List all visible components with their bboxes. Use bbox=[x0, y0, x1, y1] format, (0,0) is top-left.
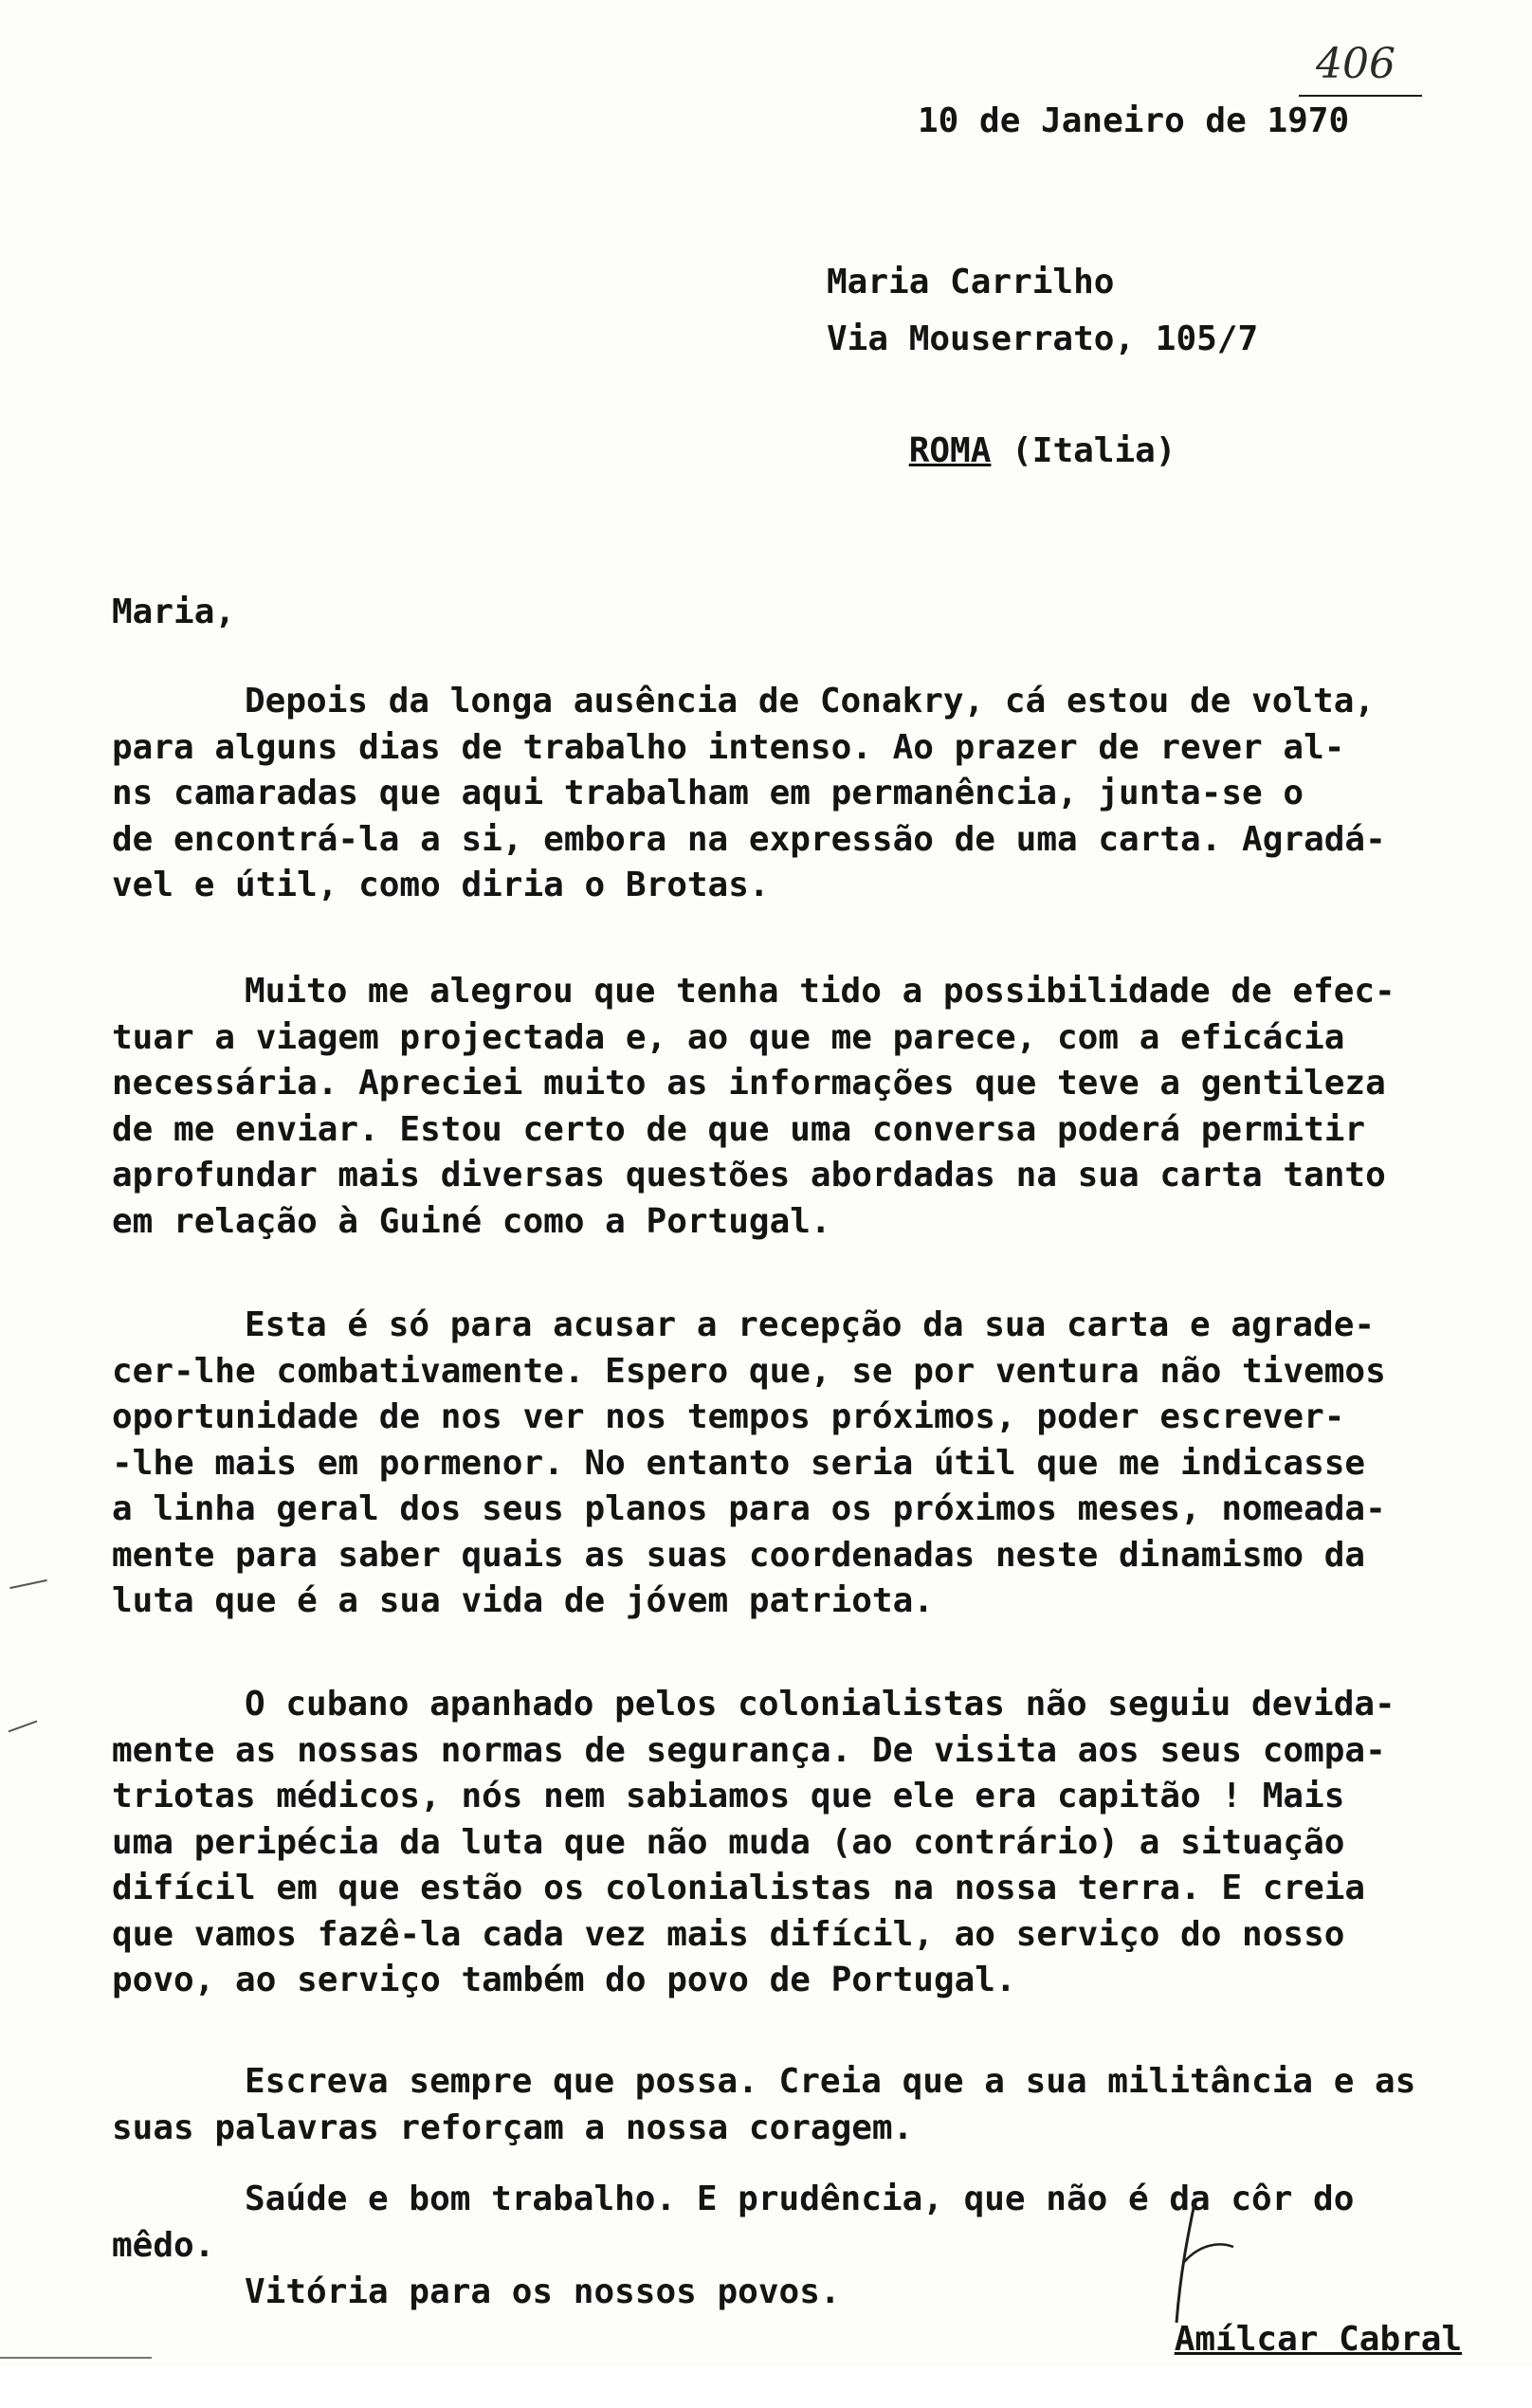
paragraph-line: suas palavras reforçam a nossa coragem. bbox=[112, 2107, 914, 2147]
paragraph-line: luta que é a sua vida de jóvem patriota. bbox=[112, 1581, 934, 1620]
paragraph-line: tuar a viagem projectada e, ao que me parece, com a eficácia bbox=[112, 1017, 1345, 1057]
paragraph-line: em relação à Guiné como a Portugal. bbox=[112, 1201, 831, 1241]
scan-speck bbox=[0, 2357, 152, 2359]
paragraph-line: Esta é só para acusar a recepção da sua carta e agrade- bbox=[245, 1305, 1376, 1344]
paragraph-line: vel e útil, como diria o Brotas. bbox=[112, 866, 770, 904]
paragraph-line: Depois da longa ausência de Conakry, cá estou de volta, bbox=[245, 682, 1376, 721]
paragraph-line: aprofundar mais diversas questões abordadas na sua carta tanto bbox=[112, 1156, 1386, 1195]
paragraph-line: cer-lhe combativamente. Espero que, se por ventura não tivemos bbox=[112, 1351, 1386, 1391]
paragraph-1 bbox=[112, 679, 1496, 909]
paragraph-line: ns camaradas que aqui trabalham em permanência, junta-se o bbox=[112, 774, 1304, 812]
paragraph-line: oportunidade de nos ver nos tempos próximos, poder escrever- bbox=[112, 1397, 1345, 1436]
paragraph-line: O cubano apanhado pelos colonialistas não seguiu devida- bbox=[245, 1685, 1395, 1724]
paragraph-line: difícil em que estão os colonialistas na nossa terra. E creia bbox=[112, 1869, 1366, 1907]
paragraph-line: -lhe mais em pormenor. No entanto seria útil que me indicasse bbox=[112, 1443, 1366, 1483]
recipient-name: Maria Carrilho bbox=[827, 263, 1115, 301]
handwritten-page-number: 406 bbox=[1316, 40, 1395, 88]
paragraph-line: mêdo. bbox=[112, 2225, 215, 2265]
page-number-underline bbox=[1299, 95, 1422, 97]
paragraph-6 bbox=[112, 2177, 1496, 2269]
recipient-city-line bbox=[827, 383, 1176, 520]
paragraph-line: de me enviar. Estou certo de que uma conversa poderá permitir bbox=[112, 1109, 1366, 1149]
paragraph-line: mente as nossas normas de segurança. De visita aos seus compa- bbox=[112, 1730, 1386, 1770]
paragraph-line: que vamos fazê-la cada vez mais difícil, ao serviço do nosso bbox=[112, 1914, 1345, 1954]
recipient-street: Via Mouserrato, 105/7 bbox=[827, 319, 1259, 358]
paragraph-3 bbox=[112, 1303, 1496, 1625]
paragraph-2 bbox=[112, 969, 1496, 1245]
paragraph-line: Saúde e bom trabalho. E prudência, que não é da côr do bbox=[245, 2180, 1355, 2218]
scan-speck bbox=[9, 1721, 38, 1733]
paragraph-line: povo, ao serviço também do povo de Portugal. bbox=[112, 1961, 1016, 1999]
paragraph-line: de encontrá-la a si, embora na expressão de uma carta. Agradá- bbox=[112, 819, 1386, 859]
recipient-country: (Italia) bbox=[1012, 431, 1176, 470]
paragraph-line: mente para saber quais as suas coordenadas neste dinamismo da bbox=[112, 1535, 1366, 1575]
paragraph-4 bbox=[112, 1682, 1496, 2004]
signature-text: Amílcar Cabral bbox=[1174, 2320, 1463, 2359]
handwritten-signature-mark bbox=[1152, 2198, 1237, 2330]
salutation: Maria, bbox=[112, 593, 236, 631]
paragraph-line: Muito me alegrou que tenha tido a possibilidade de efec- bbox=[245, 972, 1395, 1011]
signature bbox=[1092, 2271, 1462, 2408]
paragraph-line: a linha geral dos seus planos para os próximos meses, nomeada- bbox=[112, 1489, 1386, 1528]
recipient-city: ROMA bbox=[908, 431, 992, 470]
paragraph-line: Escreva sempre que possa. Creia que a sua militância e as bbox=[245, 2062, 1416, 2101]
paragraph-line: para alguns dias de trabalho intenso. Ao prazer de rever al- bbox=[112, 727, 1345, 767]
paragraph-line: triotas médicos, nós nem sabiamos que ele era capitão ! Mais bbox=[112, 1777, 1345, 1815]
closing-line: Vitória para os nossos povos. bbox=[245, 2272, 841, 2311]
scan-speck bbox=[9, 1579, 47, 1589]
letter-date: 10 de Janeiro de 1970 bbox=[918, 101, 1350, 140]
paragraph-5 bbox=[112, 2059, 1496, 2151]
paragraph-line: necessária. Apreciei muito as informações que teve a gentileza bbox=[112, 1064, 1386, 1103]
paragraph-line: uma peripécia da luta que não muda (ao contrário) a situação bbox=[112, 1822, 1345, 1862]
